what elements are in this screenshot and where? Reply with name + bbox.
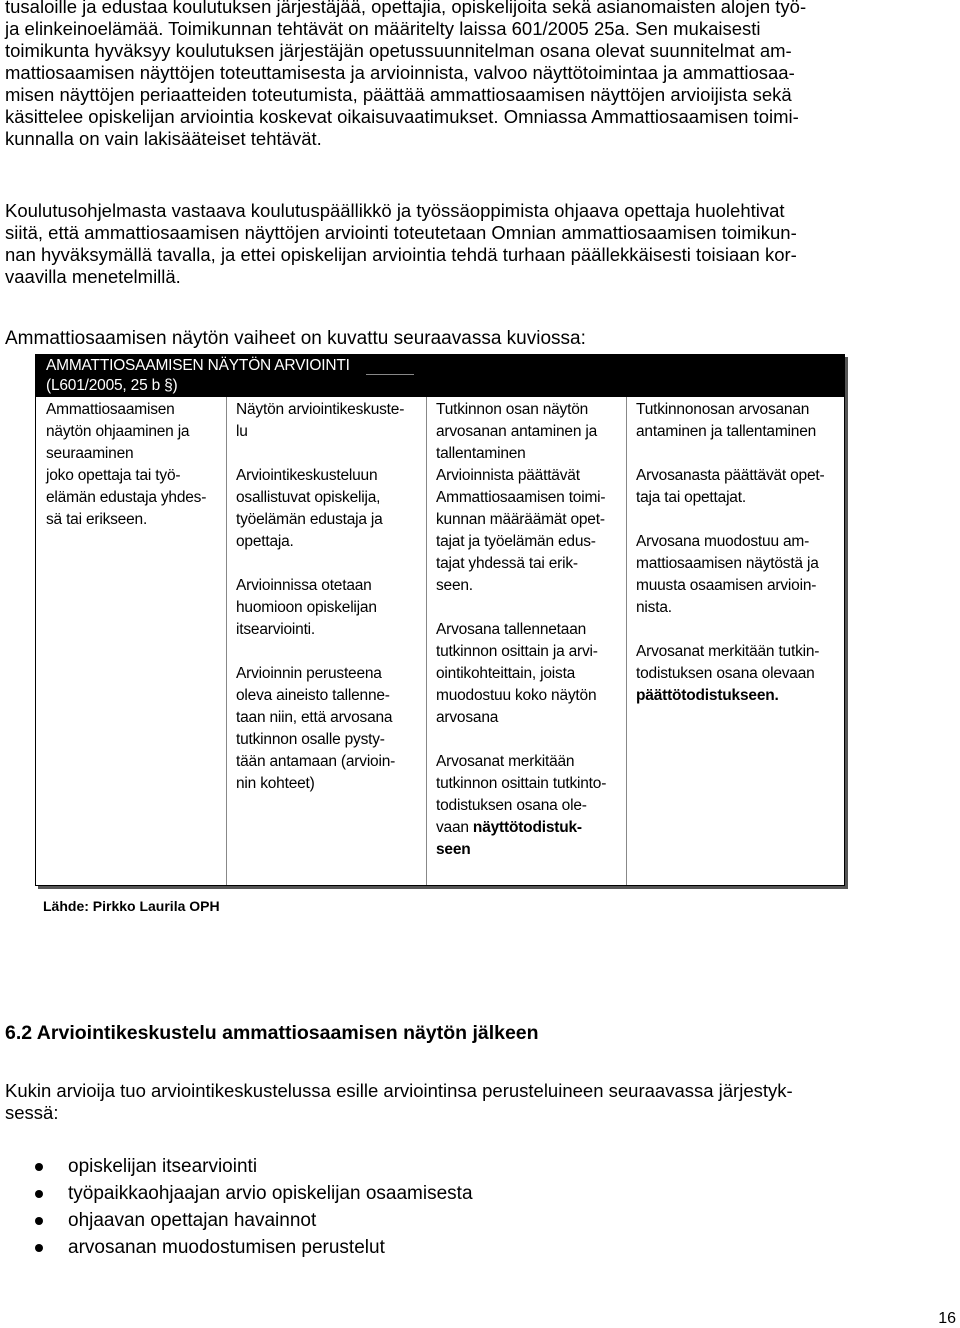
cell-text: työelämän edustaja ja (236, 511, 383, 528)
column-title: Näytön arviointikeskuste- (236, 401, 405, 418)
cell-text: arvosana (436, 709, 499, 726)
cell-text: opettaja. (236, 533, 294, 550)
cell-text-mixed (636, 685, 824, 707)
cell-text: kunnan määräämät opet- (436, 511, 605, 528)
cell-text: Arvosanat merkitään tutkin- (636, 643, 820, 660)
cell-text: tutkinnon osittain ja arvi- (436, 643, 598, 660)
column-divider (226, 397, 227, 885)
assessment-phases-table (35, 354, 845, 886)
text-line: mattiosaamisen näyttöjen toteuttamisesta ja arvioinnista, valvoo näyttötoimintaa ja ammattiosaa- (5, 62, 795, 83)
cell-text: tajat yhdessä tai erik- (436, 555, 578, 572)
cell-text: todistuksen osana ole- (436, 797, 587, 814)
list-item (0, 1156, 473, 1183)
cell-text: nista. (636, 599, 672, 616)
column-title: Tutkinnon osan näytön (436, 401, 589, 418)
cell-text: Arvosanasta päättävät opet- (636, 467, 825, 484)
column-discussion (236, 399, 404, 795)
cell-text: Arvosanat merkitään (436, 753, 575, 770)
bullet-icon (35, 1217, 43, 1225)
cell-text: Arvioinnissa otetaan (236, 577, 372, 594)
text-line: toimikunta hyväksyy koulutuksen järjestäjän opetussuunnitelman osana olevat suunnitelmat am- (5, 40, 792, 61)
cell-text: todistuksen osana olevaan (636, 665, 815, 682)
cell-text-bold: seen (436, 841, 471, 858)
cell-text: huomioon opiskelijan (236, 599, 377, 616)
cell-text: tutkinnon osittain tutkinto- (436, 775, 607, 792)
column-divider (426, 397, 427, 885)
cell-text: Arvioinnista päättävät (436, 467, 580, 484)
cell-text-mixed (436, 839, 606, 861)
column-title: lu (236, 423, 248, 440)
text-line: kunnalla on vain lakisääteiset tehtävät. (5, 128, 322, 149)
text-line: nan hyväksymällä tavalla, ja ettei opiskelijan arviointia tehdä turhaan päällekkäisesti toisiaan kor- (5, 244, 797, 265)
list-item (0, 1210, 473, 1237)
column-divider (626, 397, 627, 885)
cell-text: Arvosana tallennetaan (436, 621, 587, 638)
cell-text: tutkinnon osalle pysty- (236, 731, 385, 748)
page-number: 16 (938, 1310, 956, 1327)
cell-text: ointikohteittain, joista (436, 665, 576, 682)
discussion-paragraph (5, 1080, 950, 1124)
column-title: näytön ohjaaminen ja (46, 423, 190, 440)
cell-text: seen. (436, 577, 473, 594)
text-line: ja elinkeinoelämää. Toimikunnan tehtävät on määritelty laissa 601/2005 25a. Sen mukaisesti (5, 18, 761, 39)
cell-text: sä tai erikseen. (46, 511, 148, 528)
column-unit-grade (636, 399, 824, 707)
cell-text: tään antamaan (arvioin- (236, 753, 396, 770)
text-line: käsittelee opiskelijan arviointia koskevat oikaisuvaatimukset. Omniassa Ammattiosaamisen toimi- (5, 106, 799, 127)
column-title: antaminen ja tallentaminen (636, 423, 817, 440)
cell-text: joko opettaja tai työ- (46, 467, 181, 484)
cell-text: taja tai opettajat. (636, 489, 746, 506)
column-grading (436, 399, 606, 861)
table-law-reference: (L601/2005, 25 b §) (46, 377, 178, 394)
text-line: misen näyttöjen periaatteiden toteutumista, päättää ammattiosaamisen näyttöjen arvioijista sekä (5, 84, 792, 105)
cell-text: muodostuu koko näytön (436, 687, 597, 704)
cell-text: osallistuvat opiskelija, (236, 489, 381, 506)
list-item-text: opiskelijan itsearviointi (68, 1156, 258, 1177)
cell-text: Arviointikeskusteluun (236, 467, 378, 484)
cell-text: vaan (436, 819, 473, 836)
column-title: tallentaminen (436, 445, 526, 462)
bullet-icon (35, 1244, 43, 1252)
list-item (0, 1183, 473, 1210)
text-line: siitä, että ammattiosaamisen näyttöjen arviointi toteutetaan Omnian ammattiosaamisen toimikun- (5, 222, 797, 243)
cell-text: Ammattiosaamisen toimi- (436, 489, 606, 506)
table-header (36, 355, 844, 397)
source-note: Lähde: Pirkko Laurila OPH (43, 898, 220, 914)
figure-caption: Ammattiosaamisen näytön vaiheet on kuvattu seuraavassa kuviossa: (5, 328, 586, 349)
intro-paragraph (5, 0, 950, 150)
cell-text: taan niin, että arvosana (236, 709, 393, 726)
column-title: Tutkinnonosan arvosanan (636, 401, 810, 418)
list-item-text: ohjaavan opettajan havainnot (68, 1210, 317, 1231)
bullet-icon (35, 1163, 43, 1171)
text-line: vaavilla menetelmillä. (5, 266, 181, 287)
cell-text: muusta osaamisen arvioin- (636, 577, 817, 594)
cell-text: Arvosana muodostuu am- (636, 533, 810, 550)
cell-text-bold: näyttötodistuk- (472, 819, 582, 836)
cell-text: itsearviointi. (236, 621, 316, 638)
column-title: arvosanan antaminen ja (436, 423, 598, 440)
column-guidance (46, 399, 206, 531)
text-line: Kukin arvioija tuo arviointikeskustelussa esille arviointinsa perusteluineen seuraavassa järjestyk- (5, 1080, 793, 1101)
list-item-text: arvosanan muodostumisen perustelut (68, 1237, 385, 1258)
cell-text: Arvioinnin perusteena (236, 665, 382, 682)
column-title: seuraaminen (46, 445, 134, 462)
cell-text: elämän edustaja yhdes- (46, 489, 207, 506)
list-item (0, 1237, 473, 1264)
list-item-text: työpaikkaohjaajan arvio opiskelijan osaamisesta (68, 1183, 473, 1204)
cell-text: nin kohteet) (236, 775, 315, 792)
text-line: sessä: (5, 1102, 59, 1123)
cell-text: mattiosaamisen näytöstä ja (636, 555, 819, 572)
section-heading: 6.2 Arviointikeskustelu ammattiosaamisen näytön jälkeen (5, 1022, 539, 1044)
cell-text-bold: päättötodistukseen. (636, 687, 779, 704)
cell-text: tajat ja työelämän edus- (436, 533, 596, 550)
column-title: Ammattiosaamisen (46, 401, 175, 418)
cell-text-mixed (436, 817, 606, 839)
text-line: Koulutusohjelmasta vastaava koulutuspäällikkö ja työssäoppimista ohjaava opettaja huolehtivat (5, 200, 785, 221)
cell-text: oleva aineisto tallenne- (236, 687, 390, 704)
table-title: AMMATTIOSAAMISEN NÄYTÖN ARVIOINTI (46, 357, 350, 374)
header-underline (366, 374, 414, 375)
responsibility-paragraph (5, 200, 950, 288)
text-line: tusaloille ja edustaa koulutuksen järjestäjää, opettajia, opiskelijoita sekä asianomaisten alojen työ- (5, 0, 807, 17)
bullet-icon (35, 1190, 43, 1198)
bullet-list (0, 1156, 473, 1264)
